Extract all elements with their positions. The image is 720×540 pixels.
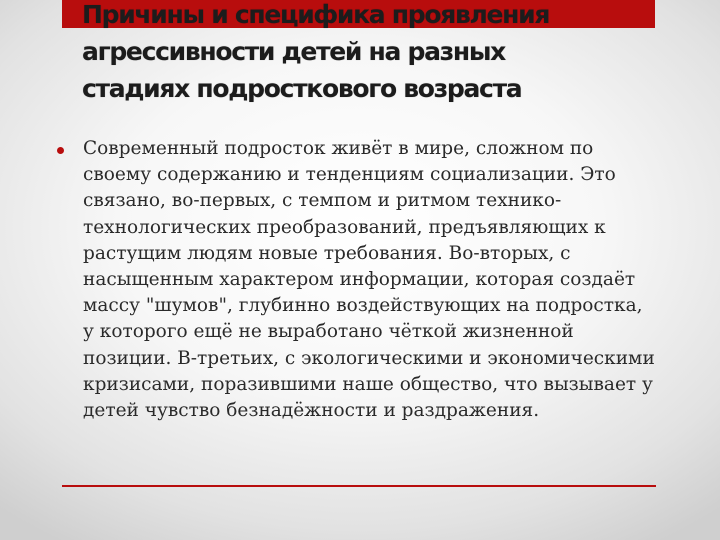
- slide-title: [82, 0, 662, 107]
- slide-content: [57, 136, 657, 424]
- slide-title-line-2: агрессивности детей на разных: [82, 37, 505, 66]
- bullet-text: Современный подросток живёт в мире, сложном по своему содержанию и тенденциям социализации. Это связано, во-первых, с темпом и ритмом технико-технологических преобразований, предъявляющих к растущим людям новые требования. Во-вторых, с насыщенным характером информации, которая создаёт массу "шумов", глубинно воздействующих на подростка, у которого ещё не выработано чёткой жизненной позиции. В-третьих, с экологическими и экономическими кризисами, поразившими наше общество, что вызывает у детей чувство безнадёжности и раздражения.: [83, 138, 655, 422]
- bottom-divider: [62, 485, 656, 487]
- bullet-dot-icon: [57, 147, 64, 154]
- slide-title-line-1: Причины и специфика проявления: [82, 0, 550, 29]
- bullet-item: [57, 136, 657, 424]
- slide-title-line-3: стадиях подросткового возраста: [82, 74, 522, 103]
